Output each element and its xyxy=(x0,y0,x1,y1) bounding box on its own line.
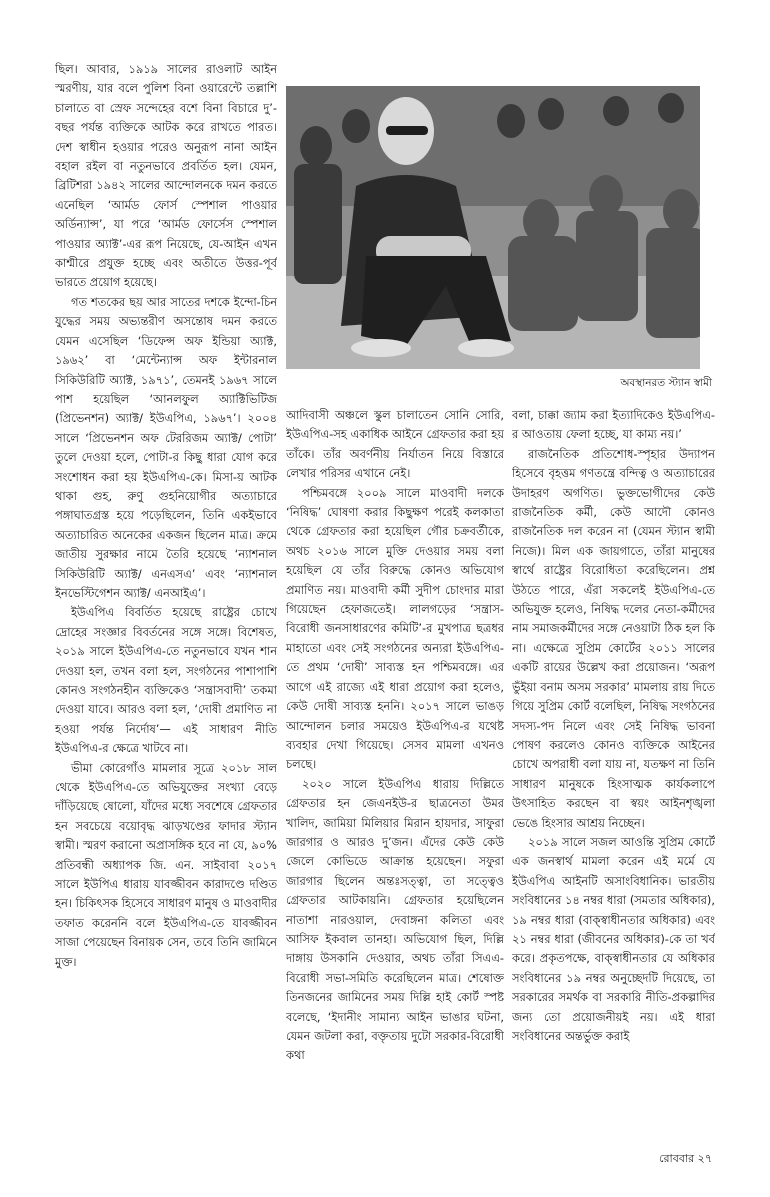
article-column-3 xyxy=(512,406,715,1140)
paragraph: ইউএপিএ বিবর্তিত হয়েছে রাষ্ট্রের চোখে দ্রোহের সংজ্ঞার বিবর্তনের সঙ্গে সঙ্গে। বিশেষত, ২০১৯ সালে ইউএপিএ-তে নতুনভাবে যখন শান দেওয়া হল, তখন বলা হল, সংগঠনের পাশাপাশি কোনও সংগঠনহীন ব্যক্তিকেও ‘সন্ত্রাসবাদী’ তকমা দেওয়া যাবে। আরও বলা হল, ‘দোষী প্রমাণিত না হওয়া পর্যন্ত নির্দোষ’— এই সাধারণ নীতি ইউএপিএ-র ক্ষেত্রে খাটবে না। xyxy=(55,605,277,756)
paragraph: ২০১৯ সালে সজল আওন্তি সুপ্রিম কোর্টে এক জনস্বার্থ মামলা করেন এই মর্মে যে ইউএপিএ আইনটি অসাংবিধানিক। ভারতীয় সংবিধানের ১৪ নম্বর ধারা (সমতার অধিকার), ১৯ নম্বর ধারা (বাক্‌স্বাধীনতার অধিকার) এবং ২১ নম্বর ধারা (জীবনের অধিকার)-কে তা খর্ব করে। প্রকৃতপক্ষে, বাক্‌স্বাধীনতার যে অধিকার সংবিধানের ১৯ নম্বর অনুচ্ছেদটি দিয়েছে, তা সরকারের সমর্থক বা সরকারি নীতি-প্রকল্পাদির জন্য তো প্রয়োজনীয়ই নয়। এই ধারা সংবিধানের অন্তর্ভুক্ত করাই xyxy=(512,834,715,1043)
page-folio: রোববার ২৭ xyxy=(659,1152,712,1165)
paragraph: বলা, চাক্কা জ্যাম করা ইত্যাদিকেও ইউএপিএ-র আওতায় ফেলা হচ্ছে, যা কাম্য নয়।’ xyxy=(512,408,715,442)
article-column-1 xyxy=(55,60,277,1140)
paragraph: ছিল। আবার, ১৯১৯ সালের রাওলাট আইন স্মরণীয়, যার বলে পুলিশ বিনা ওয়ারেন্টে তল্লাশি চালাতে বা স্রেফ সন্দেহের বশে বিনা বিচারে দু’-বছর পর্যন্ত ব্যক্তিকে আটক করে রাখতে পারত। দেশ স্বাধীন হওয়ার পরেও অনুরূপ নানা আইন বহাল রইল বা নতুনভাবে প্রবর্তিত হল। যেমন, ব্রিটিশরা ১৯৪২ সালের আন্দোলনকে দমন করতে এনেছিল ‘আর্মড ফোর্স স্পেশাল পাওয়ার অর্ডিন্যান্স’, যা পরে ‘আর্মড ফোর্সেস স্পেশাল পাওয়ার অ্যাক্ট’-এর রূপ নিয়েছে, যে-আইন এখন কাশ্মীরে প্রযুক্ত হচ্ছে এবং অতীতে উত্তর-পূর্ব ভারতে প্রয়োগ হয়েছে। xyxy=(55,62,277,290)
paragraph: পশ্চিমবঙ্গে ২০০৯ সালে মাওবাদী দলকে ‘নিষিদ্ধ’ ঘোষণা করার কিছুক্ষণ পরেই কলকাতা থেকে গ্রেফতার করা হয়েছিল গৌর চক্রবর্তীকে, অথচ ২০১৬ সালে মুক্তি দেওয়ার সময় বলা হয়েছিল যে তাঁর বিরুদ্ধে কোনও অভিযোগ প্রমাণিত নয়। মাওবাদী কর্মী সুদীপ চোংদার মারা গিয়েছেন হেফাজতেই। লালগড়ের ‘সন্ত্রাস-বিরোধী জনসাধারণের কমিটি’-র মুখপাত্র ছত্রধর মাহাতো এবং সেই সংগঠনের অন্যরা ইউএপিএ-তে প্রথম ‘দোষী’ সাব্যস্ত হন পশ্চিমবঙ্গে। এর আগে এই রাজ্যে এই ধারা প্রয়োগ করা হলেও, কেউ দোষী সাব্যস্ত হননি। ২০১৭ সালে ভাঙড় আন্দোলন চলার সময়েও ইউএপিএ-র যথেষ্ট ব্যবহার দেখা গিয়েছে। সেসব মামলা এখনও চলছে। xyxy=(286,485,504,772)
paragraph: আদিবাসী অঞ্চলে স্কুল চালাতেন সোনি সোরি, ইউএপিএ-সহ একাধিক আইনে গ্রেফতার করা হয় তাঁকে। তাঁর অবর্ণনীয় নির্যাতন নিয়ে বিস্তারে লেখার পরিসর এখানে নেই। xyxy=(286,408,504,481)
paragraph: রাজনৈতিক প্রতিশোধ-স্পৃহার উদ্যাপন হিসেবে বৃহত্তম গণতন্ত্রে বন্দিত্ব ও অত্যাচারের উদাহরণ অগণিত। ভুক্তভোগীদের কেউ রাজনৈতিক কর্মী, কেউ আদৌ কোনও রাজনৈতিক দল করেন না (যেমন স্ট্যান স্বামী নিজে)। মিল এক জায়গাতে, তাঁরা মানুষের স্বার্থে রাষ্ট্রের বিরোধিতা করেছিলেন। প্রশ্ন উঠতে পারে, এঁরা সকলেই ইউএপিএ-তে অভিযুক্ত হলেও, নিষিদ্ধ দলের নেতা-কর্মীদের নাম সমাজকর্মীদের সঙ্গে নেওয়াটা ঠিক হল কি না। এক্ষেত্রে সুপ্রিম কোর্টের ২০১১ সালের একটি রায়ের উল্লেখ করা প্রয়োজন। ‘অরূপ ভুঁইয়া বনাম অসম সরকার’ মামলায় রায় দিতে গিয়ে সুপ্রিম কোর্ট বলেছিল, নিষিদ্ধ সংগঠনের সদস্য-পদ নিলে এবং সেই নিষিদ্ধ ভাবনা পোষণ করলেও কোনও ব্যক্তিকে আইনের চোখে অপরাধী বলা যায় না, যতক্ষণ না তিনি সাধারণ মানুষকে হিংসাত্মক কার্যকলাপে উৎসাহিত করছেন বা স্বয়ং আইনশৃঙ্খলা ভেঙে হিংসার আশ্রয় নিচ্ছেন। xyxy=(512,446,715,830)
paragraph: গত শতকের ছয় আর সাতের দশকে ইন্দো-চিন যুদ্ধের সময় অভ্যন্তরীণ অসন্তোষ দমন করতে যেমন এসেছিল ‘ডিফেন্স অফ ইন্ডিয়া অ্যাক্ট, ১৯৬২’ বা ‘মেন্টেন্যান্স অফ ইন্টারনাল সিকিউরিটি অ্যাক্ট, ১৯৭১’, তেমনই ১৯৬৭ সালে পাশ হয়েছিল ‘আনলফুল অ্যাক্টিভিটিজ (প্রিভেনশন) অ্যাক্ট/ ইউএপিএ, ১৯৬৭’। ২০০৪ সালে ‘প্রিভেনশন অফ টেররিজম অ্যাক্ট/ পোটা’ তুলে দেওয়া হলে, পোটা-র কিছু ধারা যোগ করে সংশোধন করা হয় ইউএপিএ-কে। মিসা-য় আটক থাকা গুহ, রুণু গুহনিয়োগীর অত্যাচারে পঙ্গাঘাতগ্রস্ত হয়ে পড়েছিলেন, তিনি একইভাবে অত্যাচারিত অনেকের একজন ছিলেন মাত্র। ক্রমে জাতীয় সুরক্ষার নামে তৈরি হয়েছে ‘ন্যাশনাল সিকিউরিটি অ্যাক্ট/ এনএসএ’ এবং ‘ন্যাশনাল ইনভেস্টিগেশন অ্যাক্ট/ এনআইএ’। xyxy=(55,294,277,600)
article-column-2 xyxy=(286,406,504,1140)
photo-caption: অবস্থানরত স্ট্যান স্বামী xyxy=(620,377,712,389)
article-photo xyxy=(286,86,700,369)
paragraph: ভীমা কোরেগাঁও মামলার সূত্রে ২০১৮ সাল থেকে ইউএপিএ-তে অভিযুক্তের সংখ্যা বেড়ে দাঁড়িয়েছে ষোলো, যাঁদের মধ্যে সবশেষে গ্রেফতার হন সবচেয়ে বয়োবৃদ্ধ ঝাড়খণ্ডের ফাদার স্ট্যান স্বামী। স্মরণ করানো অপ্রাসঙ্গিক হবে না যে, ৯০% প্রতিবন্ধী অধ্যাপক জি. এন. সাইবাবা ২০১৭ সালে ইউপিএ ধারায় যাবজ্জীবন কারাদণ্ডে দণ্ডিত হন। চিকিৎসক হিসেবে সাধারণ মানুষ ও মাওবাদীর তফাত করেননি বলে ইউএপিএ-তে যাবজ্জীবন সাজা পেয়েছেন বিনায়ক সেন, তবে তিনি জামিনে মুক্ত। xyxy=(55,760,277,969)
paragraph: ২০২০ সালে ইউএপিএ ধারায় দিল্লিতে গ্রেফতার হন জেএনইউ-র ছাত্রনেতা উমর খালিদ, জামিয়া মিলিয়ার মিরান হায়দার, সাফুরা জারগার ও আরও দু’জন। এঁদের কেউ কেউ জেলে কোভিডে আক্রান্ত হয়েছেন। সফুরা জারগার ছিলেন অন্তঃসত্ত্বা, তা সত্ত্বেও গ্রেফতার আটকায়নি। গ্রেফতার হয়েছিলেন নাতাশা নারওয়াল, দেবাঙ্গনা কলিতা এবং আসিফ ইকবাল তানহা। অভিযোগ ছিল, দিল্লি দাঙ্গায় উসকানি দেওয়ার, অথচ তাঁরা সিএএ-বিরোধী সভা-সমিতি করেছিলেন মাত্র। শেষোক্ত তিনজনের জামিনের সময় দিল্লি হাই কোর্ট স্পষ্ট বলেছে, ‘ইদানীং সামান্য আইন ভাঙার ঘটনা, যেমন জটলা করা, বক্তৃতায় দুটো সরকার-বিরোধী কথা xyxy=(286,776,504,1063)
